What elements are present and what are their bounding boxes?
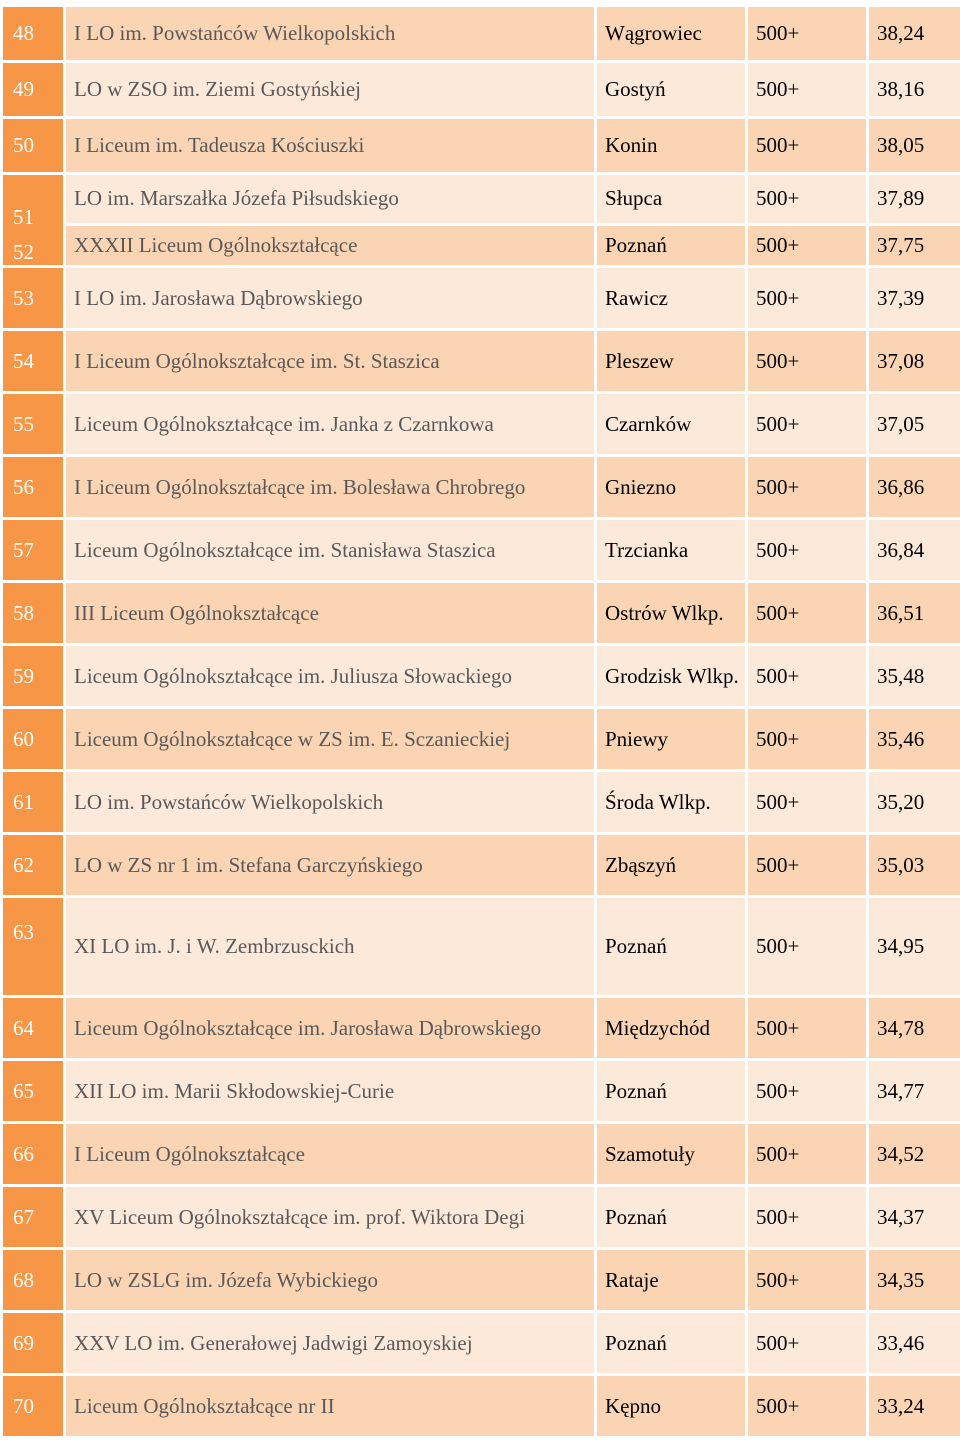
school-name-cell: Liceum Ogólnokształcące im. Stanisława Staszica <box>66 520 594 580</box>
score-cell: 36,84 <box>869 520 960 580</box>
rank-cell: 65 <box>3 1061 63 1121</box>
score-cell: 35,46 <box>869 709 960 769</box>
school-name-cell: Liceum Ogólnokształcące im. Jarosława Dąbrowskiego <box>66 998 594 1058</box>
school-name-cell: I Liceum Ogólnokształcące im. Bolesława Chrobrego <box>66 457 594 517</box>
city-cell: Gostyń <box>597 63 745 116</box>
score-cell: 33,24 <box>869 1376 960 1436</box>
table-row <box>3 63 960 116</box>
points-cell: 500+ <box>748 394 866 454</box>
points-cell: 500+ <box>748 1313 866 1373</box>
rank-cell: 63 <box>3 898 63 995</box>
points-cell: 500+ <box>748 520 866 580</box>
points-cell: 500+ <box>748 457 866 517</box>
school-name-cell: I LO im. Jarosława Dąbrowskiego <box>66 268 594 328</box>
rank-cell: 59 <box>3 646 63 706</box>
table-row <box>3 520 960 580</box>
table-row <box>3 709 960 769</box>
score-cell: 37,39 <box>869 268 960 328</box>
score-cell: 38,24 <box>869 7 960 60</box>
school-name-cell: I Liceum Ogólnokształcące im. St. Staszica <box>66 331 594 391</box>
city-cell: Poznań <box>597 226 745 265</box>
points-cell: 500+ <box>748 1250 866 1310</box>
city-cell: Pniewy <box>597 709 745 769</box>
rank-cell: 55 <box>3 394 63 454</box>
rank-cell: 67 <box>3 1187 63 1247</box>
city-cell: Poznań <box>597 1061 745 1121</box>
rank-cell: 57 <box>3 520 63 580</box>
score-cell: 34,95 <box>869 898 960 995</box>
city-cell: Międzychód <box>597 998 745 1058</box>
score-cell: 37,89 <box>869 175 960 223</box>
rank-cell: 61 <box>3 772 63 832</box>
table-row <box>3 998 960 1058</box>
city-cell: Poznań <box>597 1313 745 1373</box>
points-cell: 500+ <box>748 1124 866 1184</box>
table-row <box>3 1313 960 1373</box>
table-row <box>3 175 960 223</box>
rank-cell: 56 <box>3 457 63 517</box>
city-cell: Słupca <box>597 175 745 223</box>
school-name-cell: Liceum Ogólnokształcące im. Janka z Czarnkowa <box>66 394 594 454</box>
rank-cell: 49 <box>3 63 63 116</box>
school-name-cell: Liceum Ogólnokształcące im. Juliusza Słowackiego <box>66 646 594 706</box>
school-name-cell: Liceum Ogólnokształcące nr II <box>66 1376 594 1436</box>
score-cell: 34,77 <box>869 1061 960 1121</box>
score-cell: 37,08 <box>869 331 960 391</box>
rank-cell: 54 <box>3 331 63 391</box>
points-cell: 500+ <box>748 898 866 995</box>
school-name-cell: I Liceum im. Tadeusza Kościuszki <box>66 119 594 172</box>
city-cell: Pleszew <box>597 331 745 391</box>
points-cell: 500+ <box>748 226 866 265</box>
table-row <box>3 583 960 643</box>
score-cell: 34,37 <box>869 1187 960 1247</box>
table-row <box>3 226 960 265</box>
rank-cell: 48 <box>3 7 63 60</box>
rank-cell: 60 <box>3 709 63 769</box>
city-cell: Kępno <box>597 1376 745 1436</box>
rank-cell: 66 <box>3 1124 63 1184</box>
city-cell: Rataje <box>597 1250 745 1310</box>
city-cell: Poznań <box>597 898 745 995</box>
rank-cell: 58 <box>3 583 63 643</box>
city-cell: Rawicz <box>597 268 745 328</box>
school-name-cell: XXXII Liceum Ogólnokształcące <box>66 226 594 265</box>
table-row <box>3 394 960 454</box>
score-cell: 34,35 <box>869 1250 960 1310</box>
score-cell: 34,78 <box>869 998 960 1058</box>
points-cell: 500+ <box>748 835 866 895</box>
rank-cell: 50 <box>3 119 63 172</box>
points-cell: 500+ <box>748 646 866 706</box>
table-row <box>3 1376 960 1436</box>
school-name-cell: I LO im. Powstańców Wielkopolskich <box>66 7 594 60</box>
points-cell: 500+ <box>748 63 866 116</box>
table-row <box>3 268 960 328</box>
points-cell: 500+ <box>748 175 866 223</box>
city-cell: Wągrowiec <box>597 7 745 60</box>
city-cell: Gniezno <box>597 457 745 517</box>
school-name-cell: Liceum Ogólnokształcące w ZS im. E. Sczanieckiej <box>66 709 594 769</box>
score-cell: 38,05 <box>869 119 960 172</box>
rank-cell: 68 <box>3 1250 63 1310</box>
points-cell: 500+ <box>748 772 866 832</box>
school-name-cell: I Liceum Ogólnokształcące <box>66 1124 594 1184</box>
rank-cell: 53 <box>3 268 63 328</box>
rank-cell: 64 <box>3 998 63 1058</box>
rank-cell <box>3 175 63 265</box>
points-cell: 500+ <box>748 709 866 769</box>
school-name-cell: XII LO im. Marii Skłodowskiej-Curie <box>66 1061 594 1121</box>
rank-cell: 62 <box>3 835 63 895</box>
table-row <box>3 1250 960 1310</box>
rank-value: 51 <box>13 205 34 229</box>
school-name-cell: XV Liceum Ogólnokształcące im. prof. Wiktora Degi <box>66 1187 594 1247</box>
city-cell: Konin <box>597 119 745 172</box>
table-row <box>3 1187 960 1247</box>
school-name-cell: III Liceum Ogólnokształcące <box>66 583 594 643</box>
rank-cell: 69 <box>3 1313 63 1373</box>
school-name-cell: LO im. Powstańców Wielkopolskich <box>66 772 594 832</box>
school-name-cell: XXV LO im. Generałowej Jadwigi Zamoyskiej <box>66 1313 594 1373</box>
points-cell: 500+ <box>748 331 866 391</box>
table-row <box>3 772 960 832</box>
score-cell: 37,75 <box>869 226 960 265</box>
score-cell: 35,03 <box>869 835 960 895</box>
rank-cell: 70 <box>3 1376 63 1436</box>
city-cell: Trzcianka <box>597 520 745 580</box>
points-cell: 500+ <box>748 998 866 1058</box>
table-row <box>3 331 960 391</box>
school-name-cell: LO w ZSO im. Ziemi Gostyńskiej <box>66 63 594 116</box>
points-cell: 500+ <box>748 268 866 328</box>
school-name-cell: LO w ZS nr 1 im. Stefana Garczyńskiego <box>66 835 594 895</box>
city-cell: Grodzisk Wlkp. <box>597 646 745 706</box>
score-cell: 36,86 <box>869 457 960 517</box>
score-cell: 33,46 <box>869 1313 960 1373</box>
score-cell: 34,52 <box>869 1124 960 1184</box>
table-row <box>3 646 960 706</box>
city-cell: Zbąszyń <box>597 835 745 895</box>
table-row <box>3 457 960 517</box>
city-cell: Szamotuły <box>597 1124 745 1184</box>
city-cell: Środa Wlkp. <box>597 772 745 832</box>
points-cell: 500+ <box>748 1376 866 1436</box>
school-ranking-table <box>0 4 960 1439</box>
points-cell: 500+ <box>748 583 866 643</box>
city-cell: Poznań <box>597 1187 745 1247</box>
school-name-cell: XI LO im. J. i W. Zembrzusckich <box>66 898 594 995</box>
city-cell: Czarnków <box>597 394 745 454</box>
points-cell: 500+ <box>748 1061 866 1121</box>
table-row <box>3 7 960 60</box>
school-name-cell: LO im. Marszałka Józefa Piłsudskiego <box>66 175 594 223</box>
points-cell: 500+ <box>748 119 866 172</box>
table-row <box>3 898 960 995</box>
points-cell: 500+ <box>748 7 866 60</box>
rank-value: 52 <box>13 240 34 264</box>
table-row <box>3 1061 960 1121</box>
score-cell: 36,51 <box>869 583 960 643</box>
table-row <box>3 1124 960 1184</box>
school-name-cell: LO w ZSLG im. Józefa Wybickiego <box>66 1250 594 1310</box>
score-cell: 35,48 <box>869 646 960 706</box>
score-cell: 38,16 <box>869 63 960 116</box>
score-cell: 35,20 <box>869 772 960 832</box>
table-row <box>3 119 960 172</box>
score-cell: 37,05 <box>869 394 960 454</box>
points-cell: 500+ <box>748 1187 866 1247</box>
city-cell: Ostrów Wlkp. <box>597 583 745 643</box>
table-row <box>3 835 960 895</box>
